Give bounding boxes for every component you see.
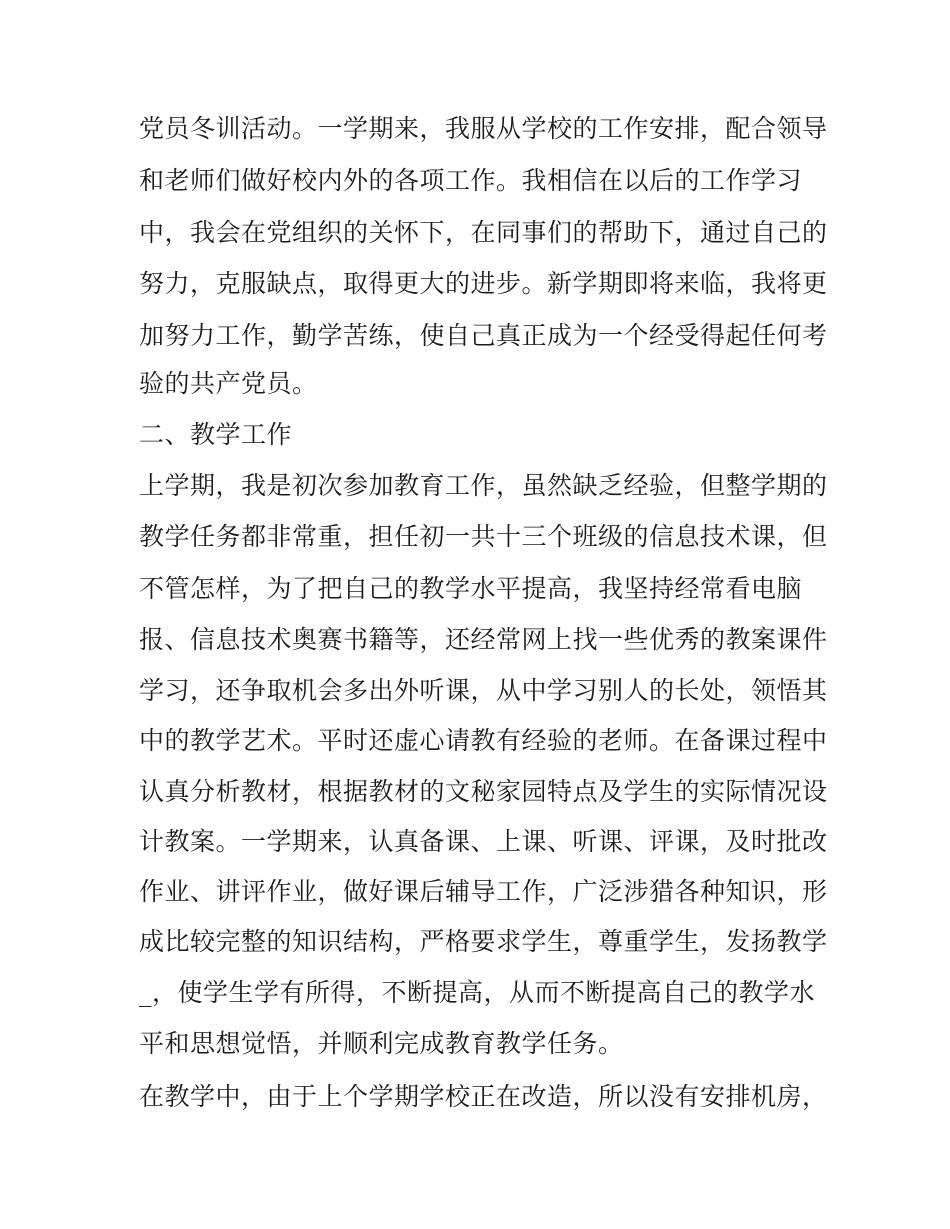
text-line: 教学任务都非常重，担任初一共十三个班级的信息技术课，但 (139, 522, 828, 551)
text-line: 上学期，我是初次参加教育工作，虽然缺乏经验，但整学期的 (139, 471, 828, 500)
text-line: _，使学生学有所得，不断提高，从而不断提高自己的教学水 (139, 978, 816, 1007)
text-line: 作业、讲评作业，做好课后辅导工作，广泛涉猎各种知识，形 (139, 877, 828, 906)
text-line: 学习，还争取机会多出外听课，从中学习别人的长处，领悟其 (139, 676, 828, 705)
text-line: 计教案。一学期来，认真备课、上课、听课、评课，及时批改 (139, 827, 828, 856)
text-line: 平和思想觉悟，并顺利完成教育教学任务。 (139, 1029, 624, 1058)
text-line: 加努力工作，勤学苦练，使自己真正成为一个经受得起任何考 (139, 321, 828, 350)
text-line: 中的教学艺术。平时还虚心请教有经验的老师。在备课过程中 (139, 726, 828, 755)
text-line: 不管怎样，为了把自己的教学水平提高，我坚持经常看电脑 (139, 574, 803, 603)
text-line: 报、信息技术奥赛书籍等，还经常网上找一些优秀的教案课件 (139, 625, 828, 654)
section-heading: 二、教学工作 (139, 420, 293, 449)
text-line: 在教学中，由于上个学期学校正在改造，所以没有安排机房， (139, 1082, 828, 1111)
text-line: 和老师们做好校内外的各项工作。我相信在以后的工作学习 (139, 166, 803, 195)
text-line: 验的共产党员。 (139, 369, 318, 398)
text-line: 成比较完整的知识结构，严格要求学生，尊重学生，发扬教学 (139, 927, 828, 956)
text-line: 中，我会在党组织的关怀下，在同事们的帮助下，通过自己的 (139, 218, 828, 247)
text-line: 努力，克服缺点，取得更大的进步。新学期即将来临，我将更 (139, 269, 828, 298)
text-line: 党员冬训活动。一学期来，我服从学校的工作安排，配合领导 (139, 114, 828, 143)
text-line: 认真分析教材，根据教材的文秘家园特点及学生的实际情况设 (139, 777, 828, 806)
